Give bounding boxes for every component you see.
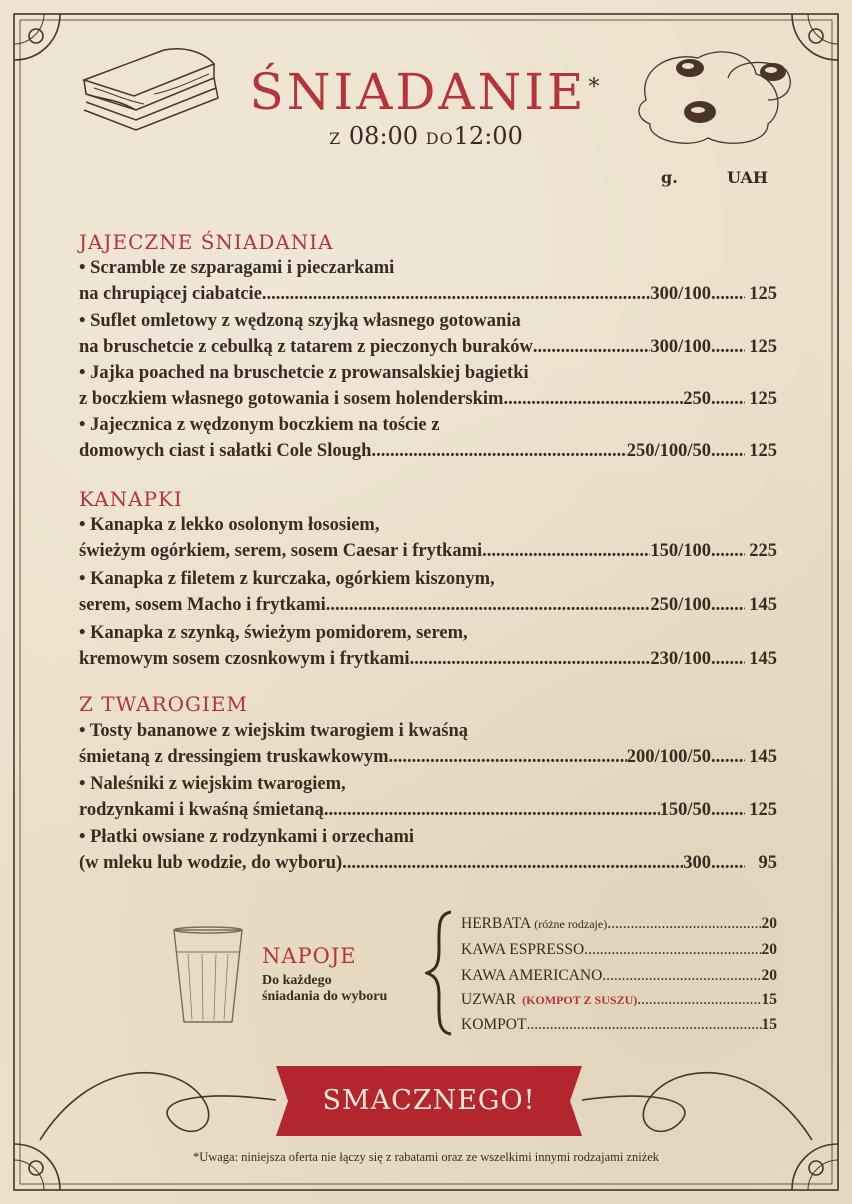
menu-item: • Scramble ze szparagami i pieczarkami na chrupiącej ciabatcie ..... 300/100 ..... 125 [79,255,777,307]
title-asterisk: * [588,75,603,100]
footnote: *Uwaga: niniejsza oferta nie łączy się z rabatami oraz ze wszelkimi innymi rodzajami zniżek [192,1150,660,1164]
drinks-title: NAPOJE [262,944,357,968]
menu-item: • Kanapka z lekko osolonym łososiem, świeżym ogórkiem, serem, sosem Caesar i frytkami ..... 150/100 ..... 225 [79,512,777,564]
drink-item: HERBATA (różne rodzaje) ..... 20 [461,914,777,934]
drinks-subtitle: Do każdego śniadania do wyboru [262,973,388,1004]
drink-item: KAWA ESPRESSO ..... 20 [461,940,777,960]
section-title: Z TWAROGIEM [79,692,249,716]
weight-unit-label: g. [661,168,678,187]
menu-item: • Kanapka z filetem z kurczaka, ogórkiem kiszonym, serem, sosem Macho i frytkami ..... 250/100 ..... 145 [79,566,777,618]
menu-item: • Jajka poached na bruschetcie z prowansalskiej bagietki z boczkiem własnego gotowania i sosem holenderskim ..... 250 ..... 125 [79,360,777,412]
curly-brace-icon [425,910,455,1036]
page-title: ŚNIADANIE* [249,63,603,121]
drink-item: KOMPOT ..... 15 [461,1015,777,1035]
drink-item: KAWA AMERICANO ..... 20 [461,966,777,986]
price-unit-label: UAH [727,168,768,187]
menu-item: • Kanapka z szynką, świeżym pomidorem, serem, kremowym sosem czosnkowym i frytkami ..... 230/100 ..... 145 [79,620,777,672]
section-title: KANAPKI [79,487,183,511]
banner-text: SMACZNEGO! [322,1085,536,1116]
glass-illustration-icon [168,924,248,1028]
serving-hours: Z 08:00 DO12:00 [329,122,523,150]
menu-item: • Płatki owsiane z rodzynkami i orzechami (w mleku lub wodzie, do wyboru) ..... 300 ..... 95 [79,824,777,876]
menu-item: • Naleśniki z wiejskim twarogiem, rodzynkami i kwaśną śmietaną ..... 150/50 ..... 125 [79,771,777,823]
menu-item: • Suflet omletowy z wędzoną szyjką własnego gotowania na bruschetcie z cebulką z tatarem z pieczonych buraków ..... 300/100 ..... 125 [79,308,777,360]
menu-item: • Jajecznica z wędzonym boczkiem na toście z domowych ciast i sałatki Cole Slough ..... 250/100/50 ..... 125 [79,412,777,464]
section-title: JAJECZNE ŚNIADANIA [79,230,334,254]
drink-item: UZWAR (KOMPOT Z SUSZU) ..... 15 [461,990,777,1010]
menu-item: • Tosty bananowe z wiejskim twarogiem i kwaśną śmietaną z dressingiem truskawkowym ..... 200/100/50 ..... 145 [79,718,777,770]
